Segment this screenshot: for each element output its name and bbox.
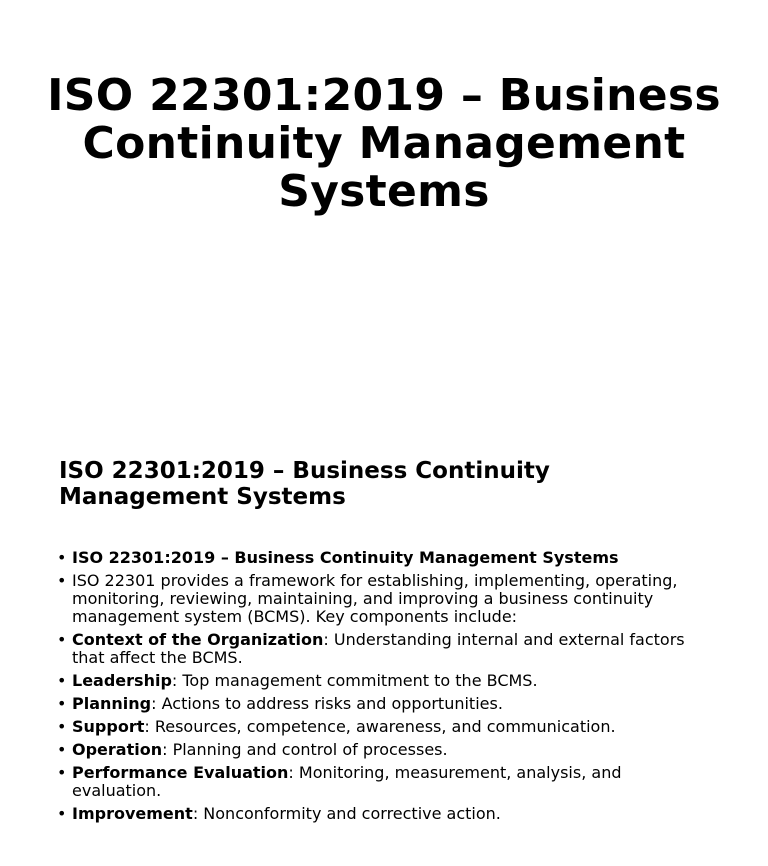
list-item <box>56 741 706 759</box>
list-item <box>56 672 706 690</box>
list-item-bold: Context of the Organization <box>72 630 324 649</box>
list-item-bold: Leadership <box>72 671 172 690</box>
list-item-bold: Support <box>72 717 145 736</box>
list-item <box>56 631 706 667</box>
bullet-list <box>56 549 706 828</box>
list-item-bold: Planning <box>72 694 152 713</box>
list-item <box>56 718 706 736</box>
list-item-text: ISO 22301 provides a framework for establishing, implementing, operating, monitoring, reviewing, maintaining, and improving a business continuity management system (BCMS). Key components include: <box>72 571 678 626</box>
list-item-text: : Resources, competence, awareness, and communication. <box>144 717 616 736</box>
list-item-bold: ISO 22301:2019 – Business Continuity Management Systems <box>72 548 619 567</box>
list-item <box>56 695 706 713</box>
list-item <box>56 572 706 626</box>
list-item <box>56 549 706 567</box>
list-item-text: : Understanding internal and external factors that affect the BCMS. <box>72 630 685 667</box>
list-item-text: : Planning and control of processes. <box>162 740 448 759</box>
list-item <box>56 805 706 823</box>
list-item-text: : Monitoring, measurement, analysis, and evaluation. <box>72 763 622 800</box>
list-item-bold: Performance Evaluation <box>72 763 289 782</box>
list-item-bold: Operation <box>72 740 163 759</box>
list-item-text: : Actions to address risks and opportunities. <box>151 694 503 713</box>
page-title: ISO 22301:2019 – Business Continuity Management Systems <box>47 70 721 217</box>
section-heading: ISO 22301:2019 – Business Continuity Management Systems <box>59 458 550 510</box>
list-item <box>56 764 706 800</box>
list-item-text: : Nonconformity and corrective action. <box>192 804 501 823</box>
list-item-bold: Improvement <box>72 804 193 823</box>
list-item-text: : Top management commitment to the BCMS. <box>171 671 538 690</box>
